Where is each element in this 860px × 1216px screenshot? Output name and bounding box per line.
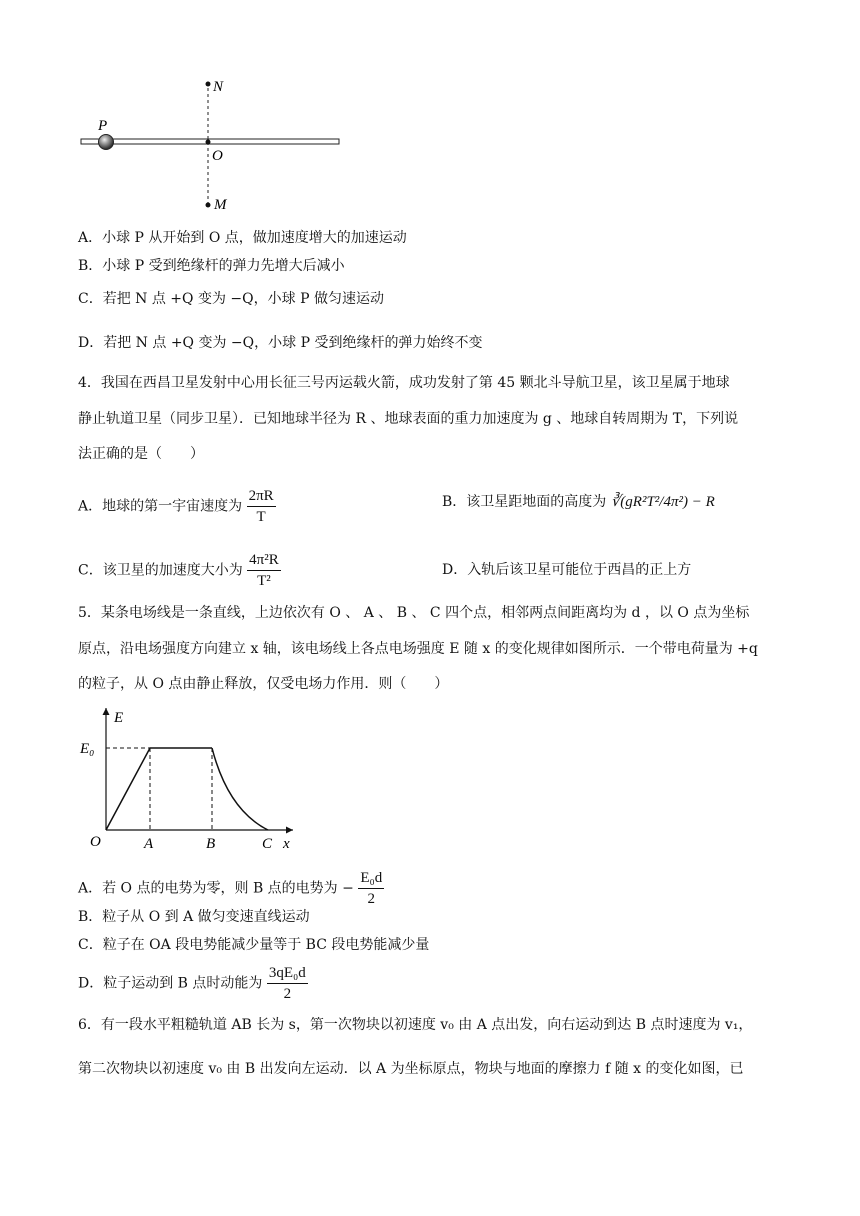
svg-text:x: x	[283, 836, 290, 852]
q5-option-a: A．若 O 点的电势为零，则 B 点的电势为 − $\frac{\text{E₀d}}{2}$	[78, 870, 383, 907]
q4-option-c: C．该卫星的加速度大小为 $\frac{\text{4π²R}}{\text{T²}}$	[78, 552, 279, 589]
q4-stem-2: 静止轨道卫星（同步卫星）．已知地球半径为 R 、地球表面的重力加速度为 g 、地球自转周期为 T，下列说	[78, 411, 739, 427]
q6-stem-1: 6．有一段水平粗糙轨道 AB 长为 s，第一次物块以初速度 v₀ 由 A 点出发，向右运动到达 B 点时速度为 v₁，	[78, 1017, 753, 1033]
label-p: P	[98, 118, 108, 134]
e-curve	[106, 748, 212, 830]
label-m: M	[214, 197, 227, 213]
label-n: N	[213, 79, 224, 95]
q6-stem-2: 第二次物块以初速度 v₀ 由 B 出发向左运动．以 A 为坐标原点，物块与地面的摩擦力 f 随 x 的变化如图，已	[78, 1061, 744, 1077]
svg-text:B: B	[206, 836, 216, 852]
svg-text:E: E	[114, 710, 124, 726]
q5-stem-3: 的粒子，从 O 点由静止释放，仅受电场力作用．则（ ）	[78, 676, 449, 692]
charge-m	[206, 203, 211, 208]
svg-text:E₀: E₀	[80, 741, 95, 757]
rod-figure	[78, 72, 348, 222]
q4-stem-3: 法正确的是（ ）	[78, 446, 204, 462]
svg-text:A: A	[144, 836, 154, 852]
q4-option-d: D．入轨后该卫星可能位于西昌的正上方	[442, 562, 692, 578]
q5-option-c: C．粒子在 OA 段电势能减少量等于 BC 段电势能减少量	[78, 937, 430, 953]
q5-stem-1: 5．某条电场线是一条直线，上边依次有 O 、 A 、 B 、 C 四个点，相邻两点间距离均为 d ，以 O 点为坐标	[78, 605, 750, 621]
q3-option-a: A．小球 P 从开始到 O 点，做加速度增大的加速运动	[78, 230, 407, 246]
q4-option-b: B．该卫星距地面的高度为 ∛(gR²T²/4π²) − R	[442, 494, 715, 510]
charge-n	[206, 82, 211, 87]
label-o: O	[212, 148, 223, 164]
q4-option-a: A．地球的第一宇宙速度为 $\frac{2\pi R}{T}$	[78, 488, 274, 525]
point-o	[206, 140, 211, 145]
q5-option-b: B．粒子从 O 到 A 做匀变速直线运动	[78, 909, 310, 925]
ball-p	[99, 135, 114, 150]
q5-option-d: D．粒子运动到 B 点时动能为 $\frac{\text{3qE₀d}}{2}$	[78, 965, 306, 1002]
q3-option-b: B．小球 P 受到绝缘杆的弹力先增大后减小	[78, 258, 345, 274]
svg-text:C: C	[262, 836, 273, 852]
q5-stem-2: 原点，沿电场强度方向建立 x 轴，该电场线上各点电场强度 E 随 x 的变化规律如图所示．一个带电荷量为 +q	[78, 641, 758, 657]
q4-stem-1: 4．我国在西昌卫星发射中心用长征三号丙运载火箭，成功发射了第 45 颗北斗导航卫星，该卫星属于地球	[78, 375, 730, 391]
q3-option-c: C．若把 N 点 +Q 变为 −Q，小球 P 做匀速运动	[78, 291, 384, 307]
e-x-graph	[78, 700, 308, 855]
svg-text:O: O	[90, 834, 101, 850]
q3-option-d: D．若把 N 点 +Q 变为 −Q，小球 P 受到绝缘杆的弹力始终不变	[78, 335, 483, 351]
